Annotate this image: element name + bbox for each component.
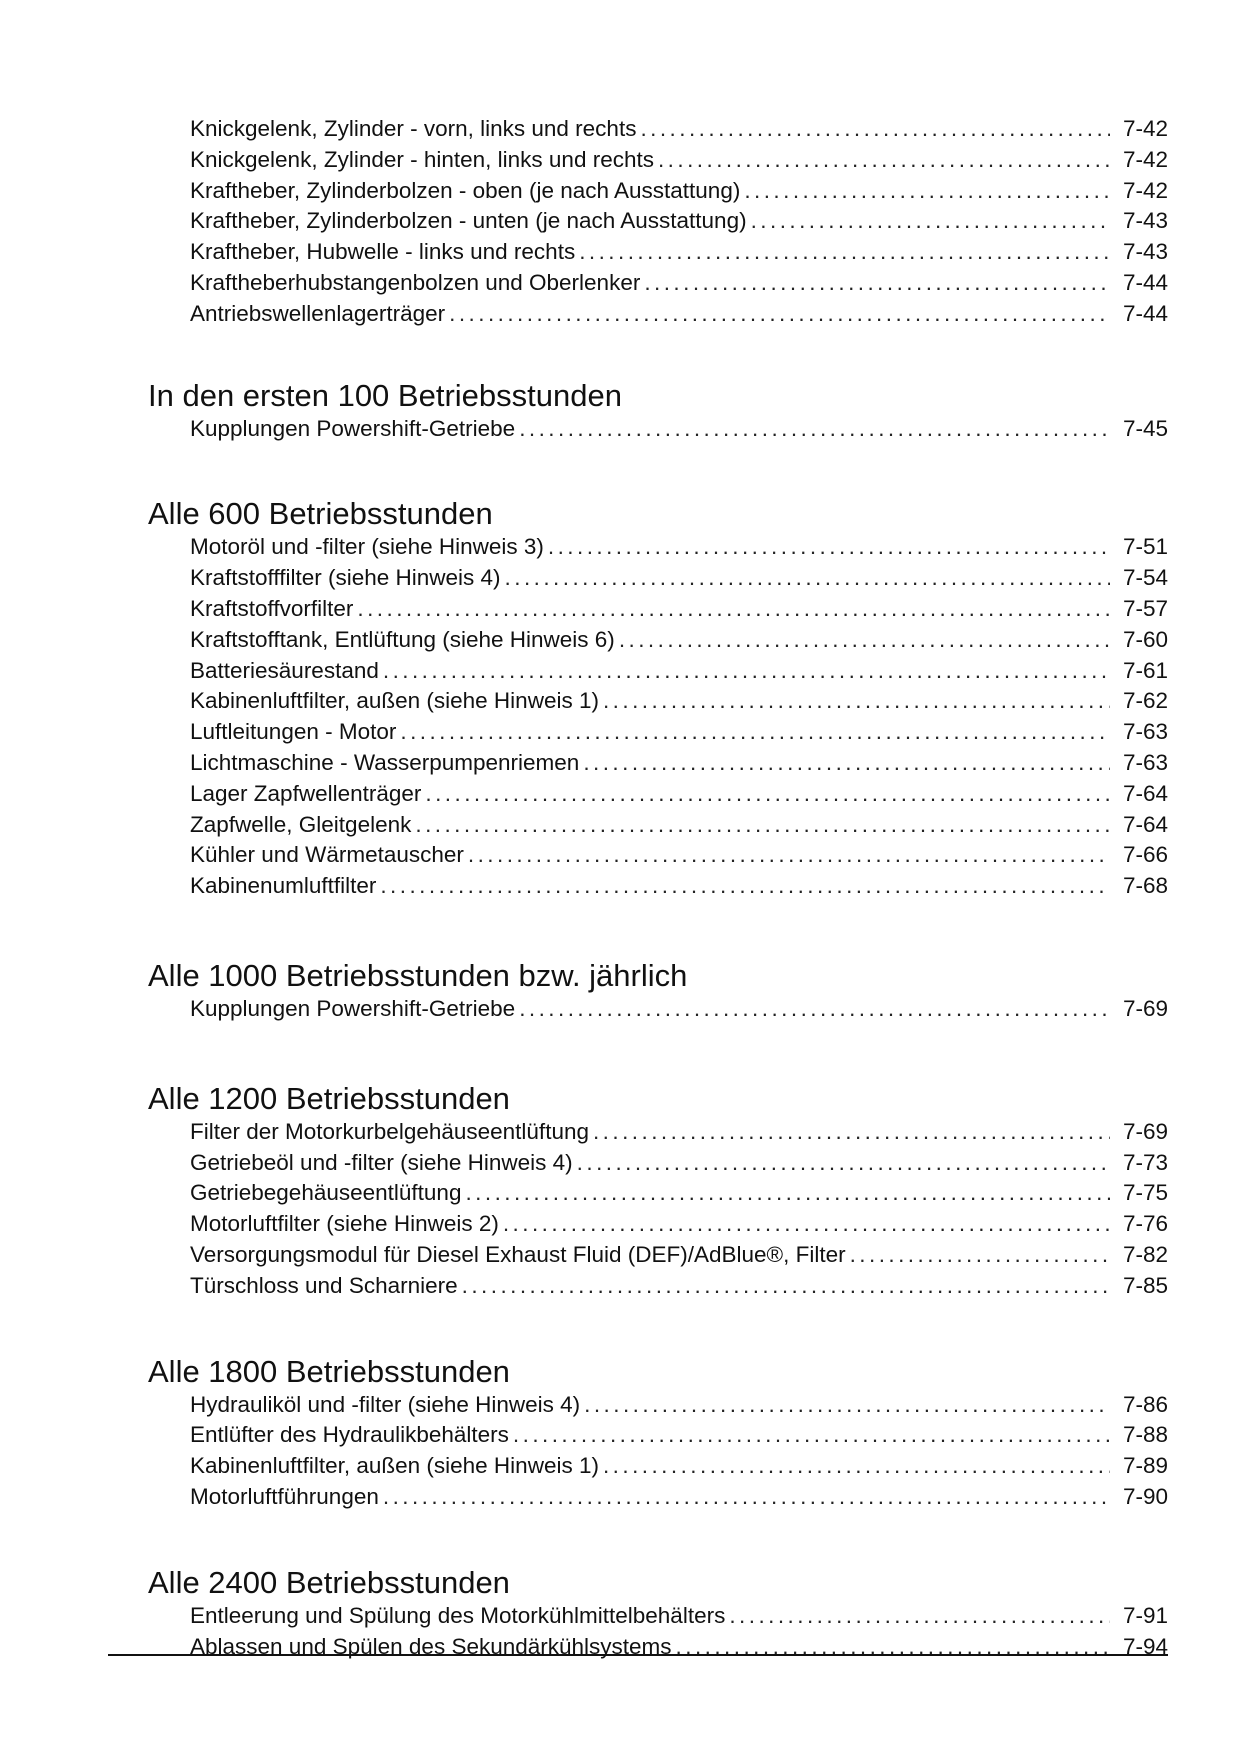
toc-entry[interactable] xyxy=(190,994,1168,1025)
dot-leader xyxy=(751,206,1110,237)
toc-entry-label: Kühler und Wärmetauscher xyxy=(190,842,464,868)
toc-entry-label: Kraftheberhubstangenbolzen und Oberlenker xyxy=(190,269,641,295)
dot-leader xyxy=(658,145,1110,176)
toc-entry[interactable] xyxy=(190,1420,1168,1451)
dot-leader xyxy=(640,114,1110,145)
toc-entry[interactable] xyxy=(190,145,1168,176)
dot-leader xyxy=(503,1209,1110,1240)
toc-entry[interactable] xyxy=(190,1148,1168,1179)
toc-entry-label: Antriebswellenlagerträger xyxy=(190,300,446,326)
toc-entry[interactable] xyxy=(190,1240,1168,1271)
toc-entry[interactable] xyxy=(190,779,1168,810)
toc-entry-page: 7-44 xyxy=(1122,300,1168,326)
dot-leader xyxy=(383,1482,1110,1513)
toc-entry-page: 7-43 xyxy=(1122,208,1168,234)
toc-entry-label: Türschloss und Scharniere xyxy=(190,1272,458,1298)
section-title: Alle 1800 Betriebsstunden xyxy=(148,1353,510,1389)
toc-entry-page: 7-63 xyxy=(1122,719,1168,745)
toc-section xyxy=(148,378,1168,445)
toc-entry-page: 7-73 xyxy=(1122,1149,1168,1175)
toc-entry[interactable] xyxy=(190,176,1168,207)
toc-section xyxy=(148,1354,1168,1513)
toc-entry-label: Getriebegehäuseentlüftung xyxy=(190,1180,462,1206)
toc-section xyxy=(148,958,1168,1025)
toc-entry-page: 7-90 xyxy=(1122,1483,1168,1509)
toc-entry-label: Hydrauliköl und -filter (siehe Hinweis 4) xyxy=(190,1391,581,1417)
toc-entry-page: 7-88 xyxy=(1122,1422,1168,1448)
toc-entry-label: Kraftheber, Zylinderbolzen - oben (je nach Ausstattung) xyxy=(190,177,741,203)
toc-entry-label: Kraftstofftank, Entlüftung (siehe Hinweis 6) xyxy=(190,626,615,652)
toc-entry[interactable] xyxy=(190,810,1168,841)
dot-leader xyxy=(505,563,1110,594)
section-entries xyxy=(148,994,1168,1025)
intro-entries xyxy=(148,114,1168,330)
toc-entry-page: 7-89 xyxy=(1122,1453,1168,1479)
toc-entry-label: Zapfwelle, Gleitgelenk xyxy=(190,811,412,837)
dot-leader xyxy=(593,1117,1110,1148)
toc-entry-page: 7-54 xyxy=(1122,565,1168,591)
toc-entry-page: 7-64 xyxy=(1122,811,1168,837)
dot-leader xyxy=(577,1148,1110,1179)
toc-entry-label: Kraftstofffilter (siehe Hinweis 4) xyxy=(190,565,501,591)
section-title: Alle 1200 Betriebsstunden xyxy=(148,1080,510,1116)
toc-entry[interactable] xyxy=(190,871,1168,902)
toc-entry-label: Lager Zapfwellenträger xyxy=(190,780,422,806)
section-entries xyxy=(148,1390,1168,1513)
toc-entry-label: Motoröl und -filter (siehe Hinweis 3) xyxy=(190,534,544,560)
toc-entry[interactable] xyxy=(190,532,1168,563)
toc-entry-label: Kraftheber, Hubwelle - links und rechts xyxy=(190,239,576,265)
toc-entry[interactable] xyxy=(190,1209,1168,1240)
toc-entry[interactable] xyxy=(190,299,1168,330)
toc-entry-page: 7-85 xyxy=(1122,1272,1168,1298)
toc-entry-page: 7-82 xyxy=(1122,1241,1168,1267)
dot-leader xyxy=(400,717,1110,748)
toc-entry-page: 7-64 xyxy=(1122,780,1168,806)
toc-entry-page: 7-76 xyxy=(1122,1211,1168,1237)
toc-entry-page: 7-91 xyxy=(1122,1602,1168,1628)
toc-entry[interactable] xyxy=(190,1601,1168,1632)
toc-entry[interactable] xyxy=(190,563,1168,594)
toc-entry-label: Versorgungsmodul für Diesel Exhaust Fluid (DEF)/AdBlue®, Filter xyxy=(190,1241,846,1267)
toc-entry-label: Entlüfter des Hydraulikbehälters xyxy=(190,1422,509,1448)
toc-entry-page: 7-42 xyxy=(1122,146,1168,172)
table-of-contents xyxy=(148,114,1168,1662)
dot-leader xyxy=(579,237,1110,268)
section-title: In den ersten 100 Betriebsstunden xyxy=(148,377,622,413)
dot-leader xyxy=(519,994,1110,1025)
dot-leader xyxy=(676,1632,1110,1663)
toc-section xyxy=(148,496,1168,902)
toc-entry-page: 7-68 xyxy=(1122,873,1168,899)
toc-section xyxy=(148,1565,1168,1663)
toc-entry-page: 7-62 xyxy=(1122,688,1168,714)
toc-entry[interactable] xyxy=(190,1451,1168,1482)
section-entries xyxy=(148,532,1168,902)
toc-entry-page: 7-86 xyxy=(1122,1391,1168,1417)
dot-leader xyxy=(583,748,1110,779)
toc-entry[interactable] xyxy=(190,840,1168,871)
toc-entry-page: 7-69 xyxy=(1122,995,1168,1021)
toc-entry-page: 7-57 xyxy=(1122,595,1168,621)
toc-entry-label: Knickgelenk, Zylinder - vorn, links und rechts xyxy=(190,116,637,141)
toc-entry[interactable] xyxy=(190,1271,1168,1302)
toc-entry[interactable] xyxy=(190,1178,1168,1209)
toc-entry-label: Kraftheber, Zylinderbolzen - unten (je nach Ausstattung) xyxy=(190,208,747,234)
dot-leader xyxy=(383,656,1110,687)
toc-entry-page: 7-42 xyxy=(1122,177,1168,203)
toc-entry-page: 7-44 xyxy=(1122,269,1168,295)
dot-leader xyxy=(462,1271,1110,1302)
dot-leader xyxy=(415,810,1110,841)
toc-entry-label: Batteriesäurestand xyxy=(190,657,379,683)
toc-entry-label: Kraftstoffvorfilter xyxy=(190,595,354,621)
dot-leader xyxy=(519,414,1110,445)
toc-entry[interactable] xyxy=(190,268,1168,299)
toc-entry-page: 7-94 xyxy=(1122,1633,1168,1659)
toc-entry-label: Kupplungen Powershift-Getriebe xyxy=(190,995,516,1021)
toc-entry-label: Entleerung und Spülung des Motorkühlmittelbehälters xyxy=(190,1602,726,1628)
toc-entry[interactable] xyxy=(190,1390,1168,1421)
toc-entry-label: Kabinenluftfilter, außen (siehe Hinweis 1) xyxy=(190,688,599,714)
toc-entry-label: Getriebeöl und -filter (siehe Hinweis 4) xyxy=(190,1149,573,1175)
toc-entry-page: 7-60 xyxy=(1122,626,1168,652)
toc-entry-page: 7-61 xyxy=(1122,657,1168,683)
toc-entry-label: Lichtmaschine - Wasserpumpenriemen xyxy=(190,749,580,775)
toc-entry-page: 7-66 xyxy=(1122,842,1168,868)
dot-leader xyxy=(850,1240,1110,1271)
dot-leader xyxy=(644,268,1110,299)
section-entries xyxy=(148,1117,1168,1302)
dot-leader xyxy=(513,1420,1110,1451)
toc-entry-page: 7-75 xyxy=(1122,1180,1168,1206)
dot-leader xyxy=(357,594,1110,625)
toc-entry-label: Motorluftführungen xyxy=(190,1483,379,1509)
dot-leader xyxy=(584,1390,1110,1421)
dot-leader xyxy=(449,299,1110,330)
dot-leader xyxy=(468,840,1110,871)
toc-entry-label: Kabinenumluftfilter xyxy=(190,873,377,899)
section-title: Alle 600 Betriebsstunden xyxy=(148,496,493,532)
toc-entry[interactable] xyxy=(190,206,1168,237)
toc-entry[interactable] xyxy=(190,625,1168,656)
toc-entry-page: 7-45 xyxy=(1122,415,1168,441)
dot-leader xyxy=(603,1451,1110,1482)
toc-entry-label: Knickgelenk, Zylinder - hinten, links und rechts xyxy=(190,146,654,172)
toc-entry-label: Motorluftfilter (siehe Hinweis 2) xyxy=(190,1211,499,1237)
toc-section xyxy=(148,1081,1168,1302)
toc-entry[interactable] xyxy=(190,748,1168,779)
toc-entry-label: Kupplungen Powershift-Getriebe xyxy=(190,415,516,441)
toc-entry[interactable] xyxy=(190,656,1168,687)
toc-entry-label: Ablassen und Spülen des Sekundärkühlsystems xyxy=(190,1633,672,1659)
toc-entry[interactable] xyxy=(190,1117,1168,1148)
toc-entry-label: Luftleitungen - Motor xyxy=(190,719,397,745)
toc-entry[interactable] xyxy=(190,1632,1168,1663)
toc-entry[interactable] xyxy=(190,686,1168,717)
toc-entry-page: 7-69 xyxy=(1122,1118,1168,1144)
dot-leader xyxy=(465,1178,1110,1209)
toc-entry[interactable] xyxy=(190,717,1168,748)
footer-divider xyxy=(108,1654,1168,1656)
dot-leader xyxy=(619,625,1110,656)
toc-entry-page: 7-43 xyxy=(1122,239,1168,265)
section-title: Alle 1000 Betriebsstunden bzw. jährlich xyxy=(148,957,688,993)
toc-entry[interactable] xyxy=(190,114,1168,145)
toc-entry-label: Filter der Motorkurbelgehäuseentlüftung xyxy=(190,1118,589,1144)
section-title: Alle 2400 Betriebsstunden xyxy=(148,1564,510,1600)
dot-leader xyxy=(744,176,1110,207)
toc-entry-page: 7-42 xyxy=(1122,116,1168,141)
toc-entry[interactable] xyxy=(190,237,1168,268)
dot-leader xyxy=(425,779,1110,810)
dot-leader xyxy=(548,532,1110,563)
dot-leader xyxy=(729,1601,1110,1632)
toc-entry-label: Kabinenluftfilter, außen (siehe Hinweis 1) xyxy=(190,1453,599,1479)
toc-entry[interactable] xyxy=(190,1482,1168,1513)
toc-entry-page: 7-51 xyxy=(1122,534,1168,560)
dot-leader xyxy=(603,686,1110,717)
toc-entry[interactable] xyxy=(190,414,1168,445)
toc-entry-page: 7-63 xyxy=(1122,749,1168,775)
dot-leader xyxy=(380,871,1110,902)
section-entries xyxy=(148,414,1168,445)
toc-entry[interactable] xyxy=(190,594,1168,625)
